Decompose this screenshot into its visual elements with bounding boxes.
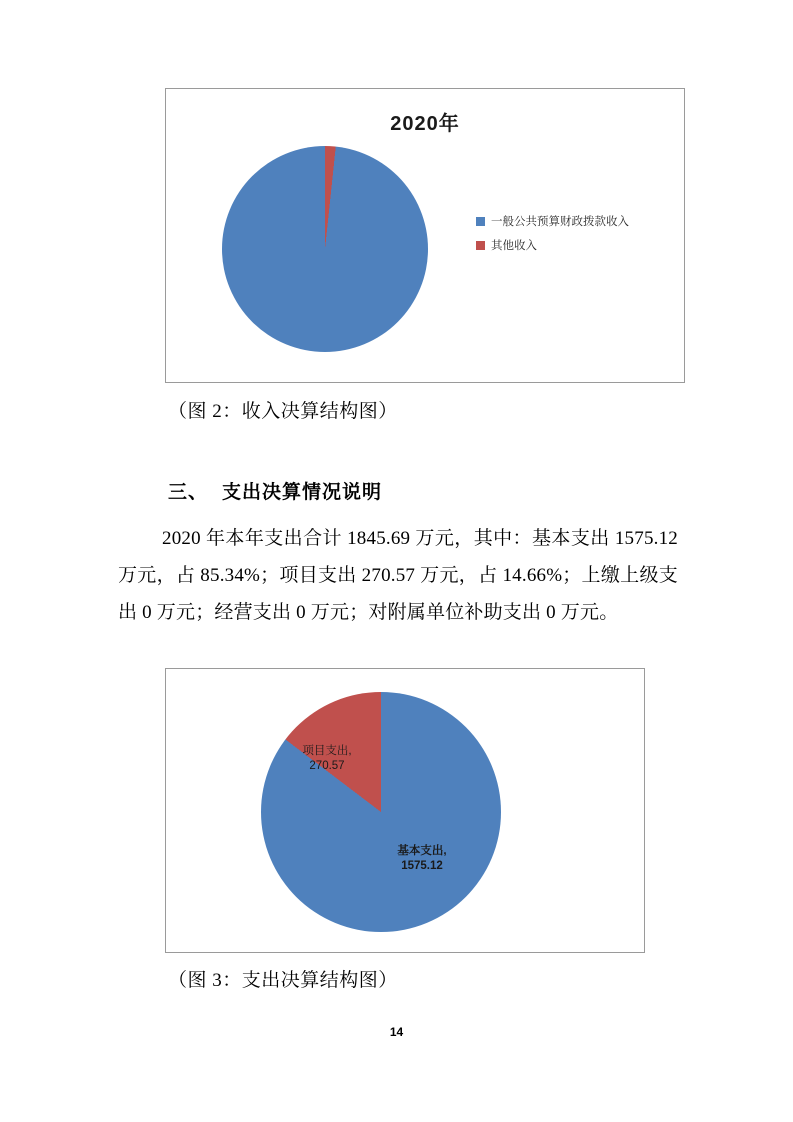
section-paragraph <box>118 520 678 631</box>
page-number: 14 <box>389 1025 404 1039</box>
pie-label-name: 基本支出, <box>397 845 447 857</box>
pie-slice-group <box>261 692 501 932</box>
section-number: 三、 <box>168 482 209 503</box>
figure-2-legend <box>476 215 666 263</box>
section-heading <box>168 477 382 504</box>
figure-3-chart-frame <box>165 668 645 953</box>
pie-label-value: 270.57 <box>309 760 345 772</box>
pie-label-name: 项目支出, <box>302 745 352 757</box>
pie-label-basic-expenditure <box>379 844 465 874</box>
figure-2-chart-frame <box>165 88 685 383</box>
pie-slice-group <box>222 146 428 352</box>
figure-2-title: 2020年 <box>390 113 460 135</box>
legend-item <box>476 239 666 254</box>
legend-item <box>476 215 666 230</box>
legend-item-label: 一般公共预算财政拨款收入 <box>491 216 629 228</box>
figure-3-caption: （图 3：支出决算结构图） <box>168 970 398 991</box>
pie-label-value: 1575.12 <box>401 860 443 872</box>
section-title: 支出决算情况说明 <box>222 482 383 503</box>
figure-3-pie-chart <box>261 692 501 932</box>
legend-item-label: 其他收入 <box>491 240 537 252</box>
figure-2-caption: （图 2：收入决算结构图） <box>168 401 398 422</box>
legend-swatch-icon <box>476 217 485 226</box>
legend-swatch-icon <box>476 241 485 250</box>
figure-2-pie-chart <box>222 146 428 352</box>
paragraph-text: 2020 年本年支出合计 1845.69 万元，其中：基本支出 1575.12 万元，占 85.34%；项目支出 270.57 万元，占 14.66%；上缴上级支出 0 万元；经营支出 0 万元；对附属单位补助支出 0 万元。 <box>118 528 678 623</box>
pie-label-project-expenditure <box>289 744 365 774</box>
